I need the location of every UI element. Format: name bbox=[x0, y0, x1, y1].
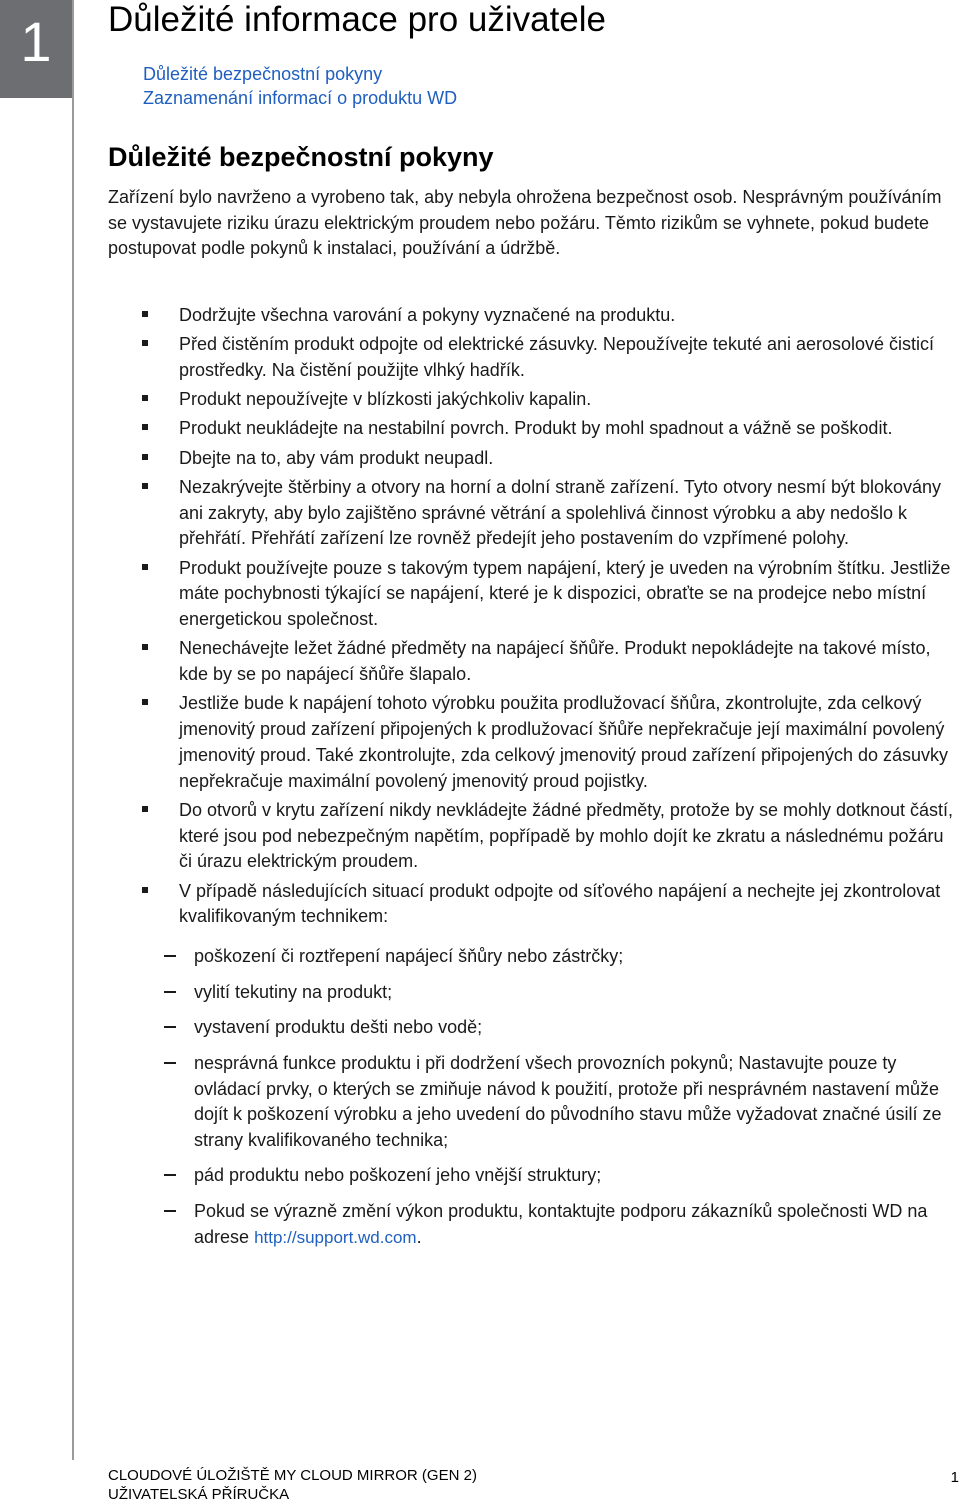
dash-marker bbox=[164, 955, 176, 957]
sub-item-text: vylití tekutiny na produkt; bbox=[194, 981, 393, 1002]
list-item bbox=[108, 416, 960, 442]
bullet-marker bbox=[142, 454, 148, 460]
list-item-text: Produkt nepoužívejte v blízkosti jakýchkoliv kapalin. bbox=[179, 389, 592, 410]
bullet-marker bbox=[142, 395, 148, 401]
list-item-text: Nenechávejte ležet žádné předměty na napájecí šňůře. Produkt nepokládejte na takové místo, kde by se po napájecí šňůře šlapalo. bbox=[179, 638, 931, 685]
list-item bbox=[108, 879, 960, 1251]
sub-list-item bbox=[164, 1051, 960, 1153]
toc-link-product-info[interactable]: Zaznamenání informací o produktu WD bbox=[143, 88, 458, 108]
list-item-text: Dbejte na to, aby vám produkt neupadl. bbox=[179, 447, 494, 468]
chapter-title: Důležité informace pro uživatele bbox=[108, 0, 607, 39]
footer-document-name: UŽIVATELSKÁ PŘÍRUČKA bbox=[108, 1486, 290, 1503]
sub-item-text: nesprávná funkce produktu i při dodržení všech provozních pokynů; Nastavujte pouze ty ovládací prvky, o kterých se zmiňuje návod k použití, protože při nesprávném nastavení může dojít k poškození výrobku a jeho uvedení do původního stavu může vyžadovat značné úsilí ze strany kvalifikovaného technika; bbox=[194, 1053, 942, 1150]
sub-item-text: Pokud se výrazně změní výkon produktu, kontaktujte podporu zákazníků společnosti WD na adrese bbox=[194, 1200, 928, 1247]
margin-rule bbox=[72, 0, 74, 1460]
dash-marker bbox=[164, 991, 176, 993]
list-item bbox=[108, 446, 960, 472]
bullet-marker bbox=[142, 340, 148, 346]
bullet-marker bbox=[142, 699, 148, 705]
dash-marker bbox=[164, 1174, 176, 1176]
toc-link-safety[interactable]: Důležité bezpečnostní pokyny bbox=[143, 64, 383, 84]
section-heading: Důležité bezpečnostní pokyny bbox=[108, 142, 494, 172]
list-item bbox=[108, 691, 960, 794]
safety-bullet-list bbox=[108, 303, 960, 1260]
list-item-text: Dodržujte všechna varování a pokyny vyznačené na produktu. bbox=[179, 305, 676, 325]
sub-list-item bbox=[164, 980, 960, 1006]
dash-marker bbox=[164, 1062, 176, 1064]
sub-list-item bbox=[164, 1199, 960, 1250]
sub-list-item bbox=[164, 1015, 960, 1041]
intro-paragraph: Zařízení bylo navrženo a vyrobeno tak, aby nebyla ohrožena bezpečnost osob. Nesprávným používáním se vystavujete riziku úrazu elektrickým proudem nebo požáru. Těmto rizikům se vyhnete, pokud budete postupovat podle pokynů k instalaci, používání a údržbě. bbox=[108, 187, 942, 258]
page-number: 1 bbox=[950, 1469, 959, 1486]
bullet-marker bbox=[142, 806, 148, 812]
sub-list-item bbox=[164, 944, 960, 970]
chapter-number-box bbox=[0, 0, 72, 98]
sub-item-text: pád produktu nebo poškození jeho vnější struktury; bbox=[194, 1165, 602, 1186]
bullet-marker bbox=[142, 483, 148, 489]
list-item-text: Produkt neukládejte na nestabilní povrch. Produkt by mohl spadnout a vážně se poškodit. bbox=[179, 418, 893, 439]
bullet-marker bbox=[142, 424, 148, 430]
list-item-text: V případě následujících situací produkt odpojte od síťového napájení a nechejte jej zkontrolovat kvalifikovaným technikem: bbox=[179, 880, 941, 927]
list-item-text: Do otvorů v krytu zařízení nikdy nevkládejte žádné předměty, protože by se mohly dotknout částí, které jsou pod nebezpečným napětím, popřípadě by mohlo dojít ke zkratu a následnému požáru či úrazu elektrickým proudem. bbox=[179, 799, 954, 872]
list-item bbox=[108, 332, 960, 384]
list-item bbox=[108, 387, 960, 413]
support-url-link[interactable]: http://support.wd.com bbox=[254, 1227, 417, 1247]
dash-marker bbox=[164, 1210, 176, 1212]
list-item bbox=[108, 798, 960, 875]
list-item-text: Produkt používejte pouze s takovým typem napájení, který je uveden na výrobním štítku. Jestliže máte pochybnosti týkající se napájení, které je k dispozici, obraťte se na prodejce nebo místní energetickou společnost. bbox=[179, 557, 951, 630]
chapter-toc bbox=[143, 62, 457, 110]
bullet-marker bbox=[142, 887, 148, 893]
list-item-text: Jestliže bude k napájení tohoto výrobku použita prodlužovací šňůra, zkontrolujte, zda celkový jmenovitý proud zařízení připojených k prodlužovací šňůře nepřekračuje její maximální povolený jmenovitý proud. Také zkontrolujte, zda celkový jmenovitý proud zařízení připojených do zásuvky nepřekračuje maximální povolený jmenovitý proud pojistky. bbox=[179, 693, 949, 791]
footer-product-name: CLOUDOVÉ ÚLOŽIŠTĚ MY CLOUD MIRROR (GEN 2) bbox=[108, 1467, 477, 1484]
list-item bbox=[108, 636, 960, 688]
list-item-text: Nezakrývejte štěrbiny a otvory na horní a dolní straně zařízení. Tyto otvory nesmí být blokovány ani zakryty, aby bylo zajištěno správné větrání a spolehlivá činnost výrobku a aby nedošlo k přehřátí. Přehřátí zařízení lze rovněž předejít jeho postavením do vzpřímené polohy. bbox=[179, 476, 942, 549]
disconnect-conditions-list bbox=[164, 944, 960, 1250]
list-item bbox=[108, 556, 960, 633]
sub-list-item bbox=[164, 1163, 960, 1189]
bullet-marker bbox=[142, 644, 148, 650]
page-footer bbox=[108, 1466, 477, 1504]
dash-marker bbox=[164, 1026, 176, 1028]
list-item bbox=[108, 475, 960, 552]
support-url-period: . bbox=[416, 1226, 422, 1247]
bullet-marker bbox=[142, 564, 148, 570]
bullet-marker bbox=[142, 311, 148, 317]
chapter-number: 1 bbox=[20, 10, 52, 73]
sub-item-text: poškození či roztřepení napájecí šňůry nebo zástrčky; bbox=[194, 946, 624, 967]
list-item bbox=[108, 303, 960, 329]
sub-item-text: vystavení produktu dešti nebo vodě; bbox=[194, 1017, 483, 1038]
list-item-text: Před čistěním produkt odpojte od elektrické zásuvky. Nepoužívejte tekuté ani aerosolové čisticí prostředky. Na čistění použijte vlhký hadřík. bbox=[179, 334, 935, 380]
